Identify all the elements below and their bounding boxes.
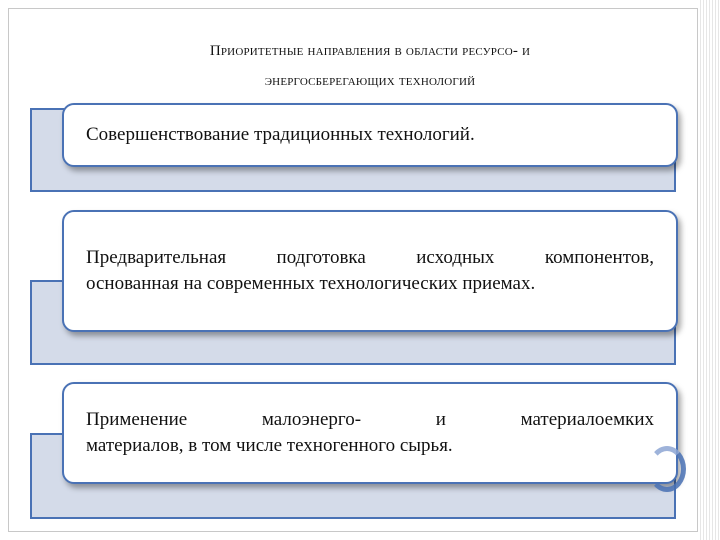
title-line-1: Приоритетные направления в области ресурсо- и <box>209 43 531 59</box>
item-2-line-1: Предварительная подготовка исходных компонентов, <box>86 247 654 268</box>
item-3-line-1: Применение малоэнерго- и материалоемких <box>86 409 654 430</box>
decorative-circle <box>648 446 686 492</box>
item-1-box <box>62 103 678 167</box>
item-3-line-2: материалов, в том числе техногенного сырья. <box>86 435 453 456</box>
slide-title <box>90 36 650 96</box>
item-3-box <box>62 382 678 484</box>
title-line-2: энергосберегающих технологий <box>264 73 476 89</box>
item-2-box <box>62 210 678 332</box>
decorative-strip <box>698 0 720 540</box>
item-2-line-2: основанная на современных технологических приемах. <box>86 273 536 294</box>
item-1-text: Совершенствование традиционных технологий. <box>86 124 475 145</box>
